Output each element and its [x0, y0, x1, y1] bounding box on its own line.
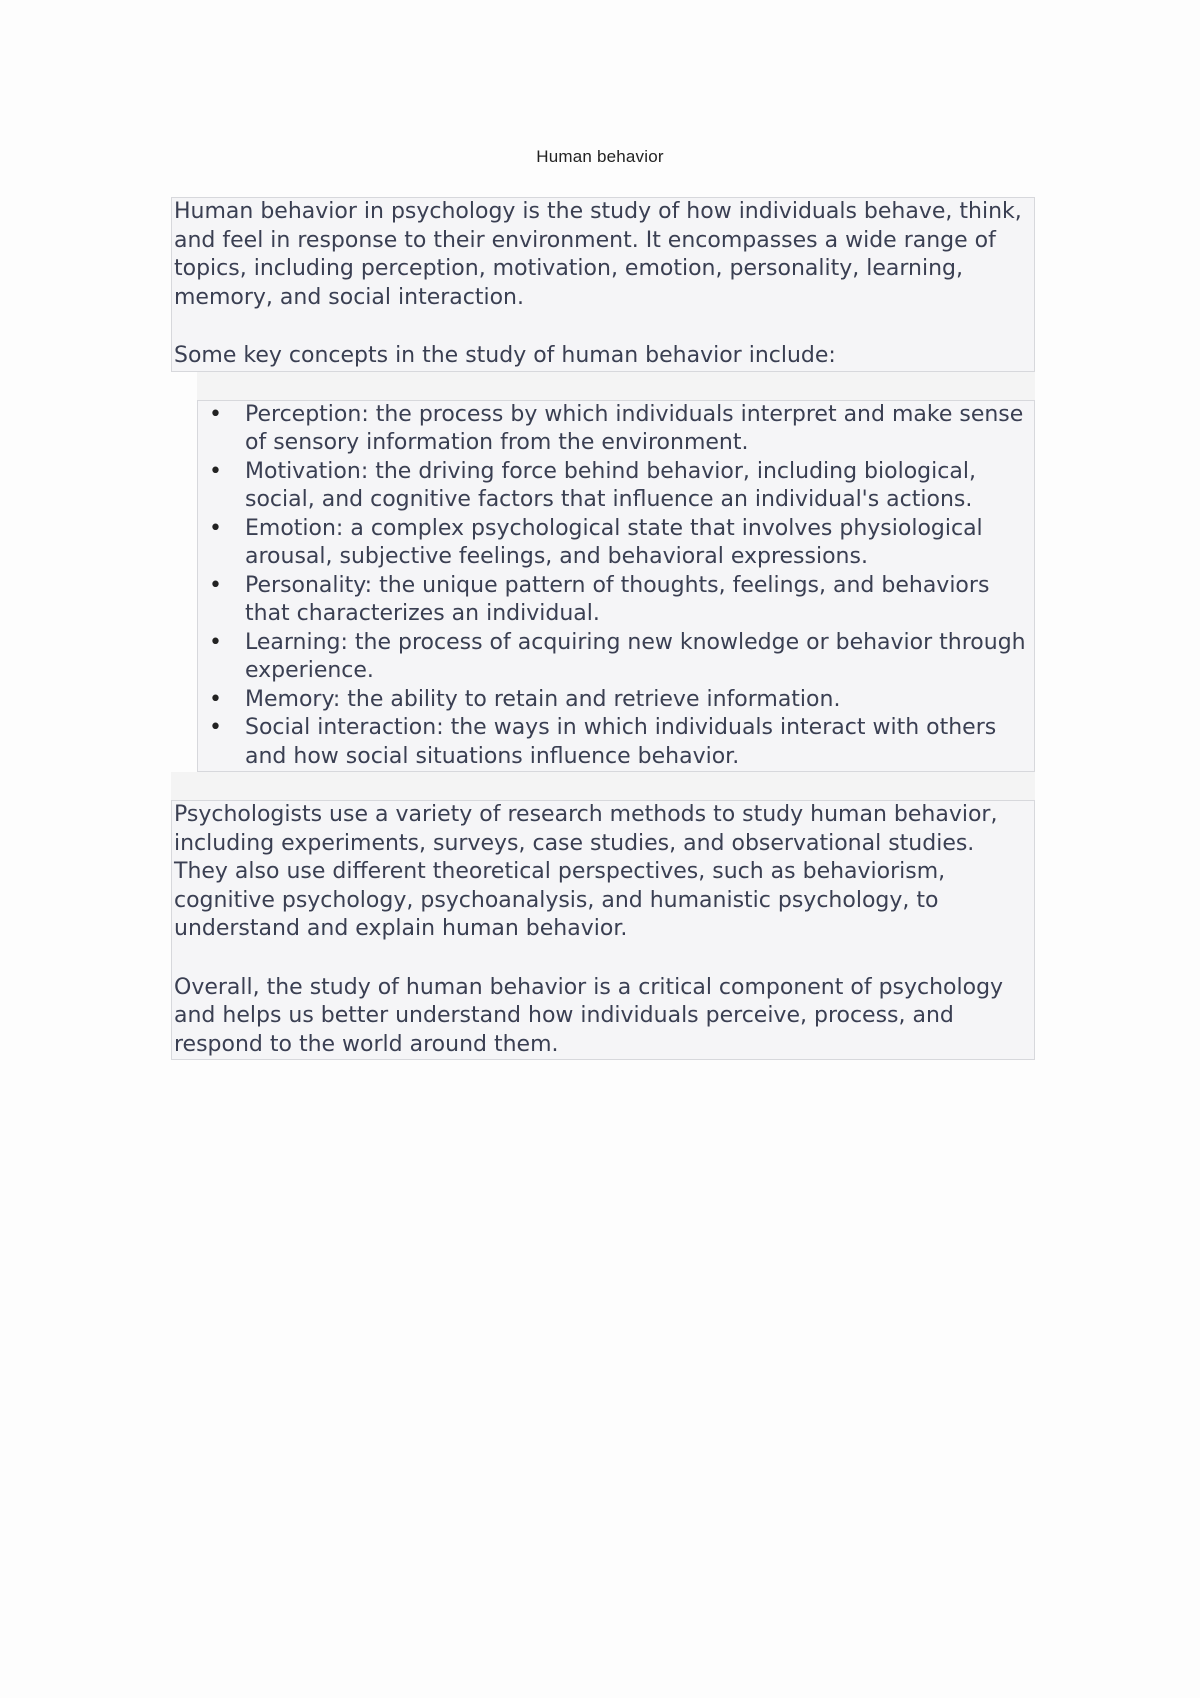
- key-concepts-list: [209, 401, 1032, 772]
- bullet-icon: •: [209, 629, 222, 655]
- list-item: [209, 714, 1032, 771]
- bullet-icon: •: [209, 572, 222, 598]
- list-item: [209, 686, 1032, 715]
- list-item: [209, 572, 1032, 629]
- list-item-text: Memory: the ability to retain and retrieve information.: [245, 686, 841, 712]
- conclusion-paragraph: Overall, the study of human behavior is a critical component of psychology and helps us better understand how individuals perceive, process, and respond to the world around them.: [174, 974, 1004, 1057]
- intro-section: [171, 197, 1035, 372]
- list-item: [209, 458, 1032, 515]
- section-spacer: [171, 772, 1035, 800]
- research-methods-paragraph: Psychologists use a variety of research methods to study human behavior, including experiments, surveys, case studies, and observational studies. They also use different theoretical perspectives, such as behaviorism, cognitive psychology, psychoanalysis, and humanistic psychology, to understand and explain human behavior.: [174, 802, 998, 941]
- page-title: Human behavior: [536, 147, 664, 166]
- list-item-text: Learning: the process of acquiring new knowledge or behavior through experience.: [245, 629, 1026, 683]
- closing-section: [171, 800, 1035, 1060]
- list-item-text: Perception: the process by which individuals interpret and make sense of sensory information from the environment.: [245, 401, 1024, 455]
- key-concepts-section: [197, 400, 1035, 773]
- bullet-icon: •: [209, 515, 222, 541]
- bullet-icon: •: [209, 401, 222, 427]
- key-concepts-lead: Some key concepts in the study of human behavior include:: [174, 343, 836, 368]
- list-item-text: Social interaction: the ways in which individuals interact with others and how social situations influence behavior.: [245, 715, 997, 769]
- list-item: [209, 515, 1032, 572]
- bullet-icon: •: [209, 686, 222, 712]
- bullet-icon: •: [209, 458, 222, 484]
- bullet-icon: •: [209, 715, 222, 740]
- intro-paragraph: Human behavior in psychology is the study of how individuals behave, think, and feel in response to their environment. It encompasses a wide range of topics, including perception, motivation, emotion, personality, learning, memory, and social interaction.: [174, 199, 1022, 310]
- list-item-text: Emotion: a complex psychological state that involves physiological arousal, subjective feelings, and behavioral expressions.: [245, 515, 983, 569]
- document-body: [171, 197, 1035, 1060]
- list-item-text: Motivation: the driving force behind behavior, including biological, social, and cognitive factors that influence an individual's actions.: [245, 458, 976, 512]
- list-item-text: Personality: the unique pattern of thoughts, feelings, and behaviors that characterizes an individual.: [245, 572, 990, 626]
- list-item: [209, 401, 1032, 458]
- section-spacer: [197, 372, 1035, 400]
- list-item: [209, 629, 1032, 686]
